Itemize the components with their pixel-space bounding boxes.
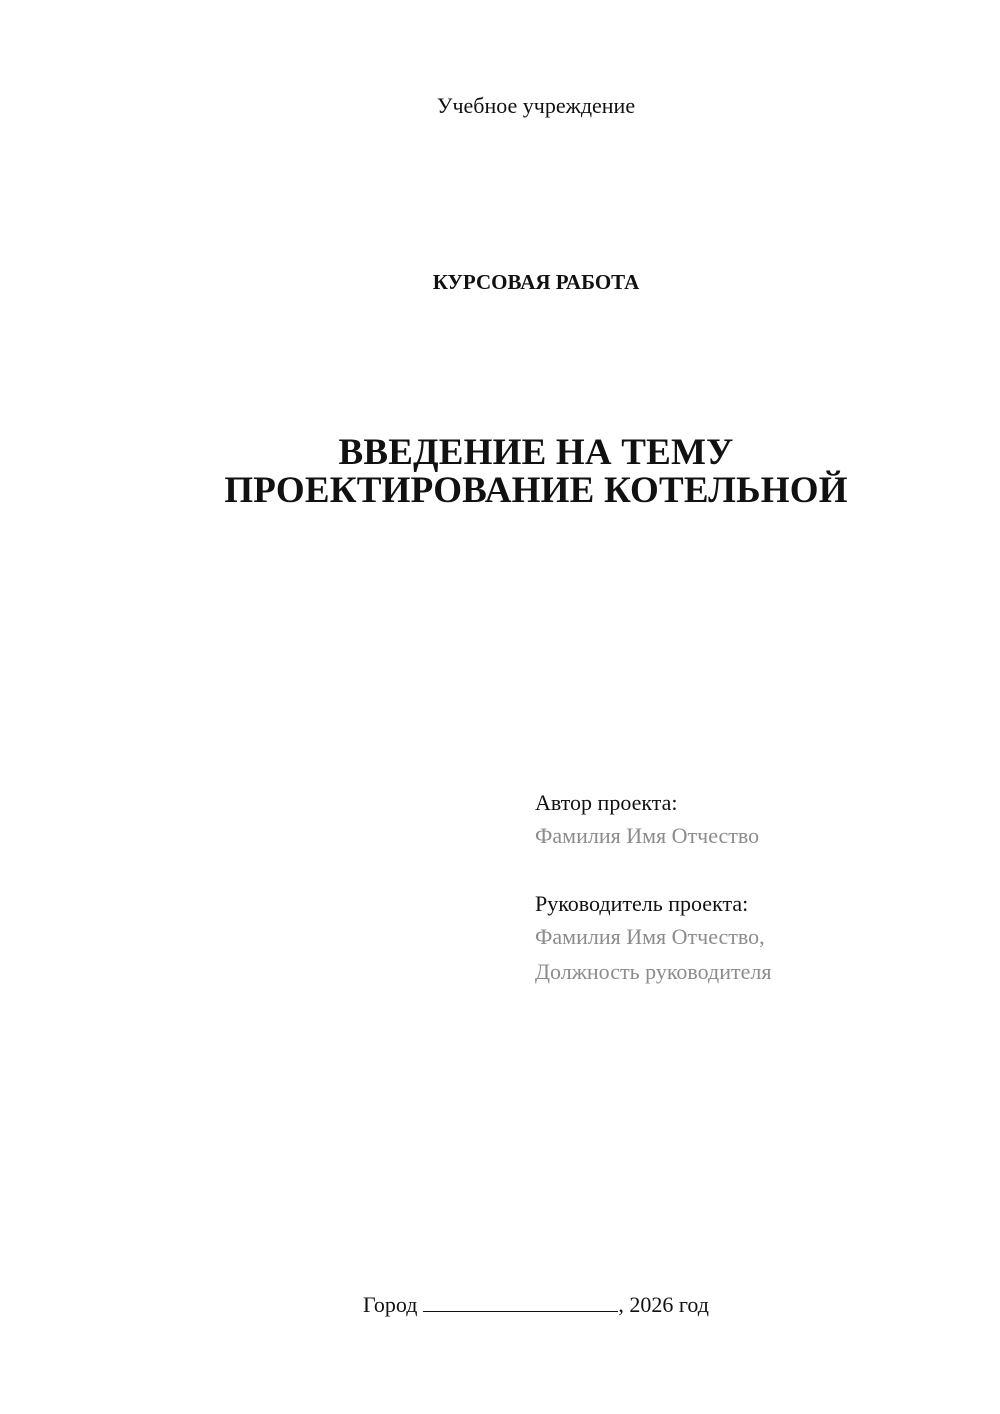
document-title	[0, 434, 1000, 510]
info-spacer	[535, 853, 955, 889]
title-line-1: ВВЕДЕНИЕ НА ТЕМУ	[338, 432, 734, 473]
supervisor-label: Руководитель проекта:	[535, 891, 749, 916]
supervisor-position: Должность руководителя	[535, 959, 772, 984]
city-label: Город	[363, 1292, 418, 1317]
title-line-2: ПРОЕКТИРОВАНИЕ КОТЕЛЬНОЙ	[224, 470, 848, 511]
supervisor-name: Фамилия Имя Отчество,	[535, 924, 765, 949]
year-text: , 2026 год	[618, 1292, 709, 1317]
institution-name: Учебное учреждение	[436, 93, 636, 118]
author-name: Фамилия Имя Отчество	[535, 823, 760, 848]
project-info	[535, 788, 955, 989]
city-year-line	[0, 1289, 1000, 1320]
author-label: Автор проекта:	[535, 790, 678, 815]
city-blank-underline	[423, 1289, 618, 1312]
work-type-heading: КУРСОВАЯ РАБОТА	[432, 270, 640, 294]
